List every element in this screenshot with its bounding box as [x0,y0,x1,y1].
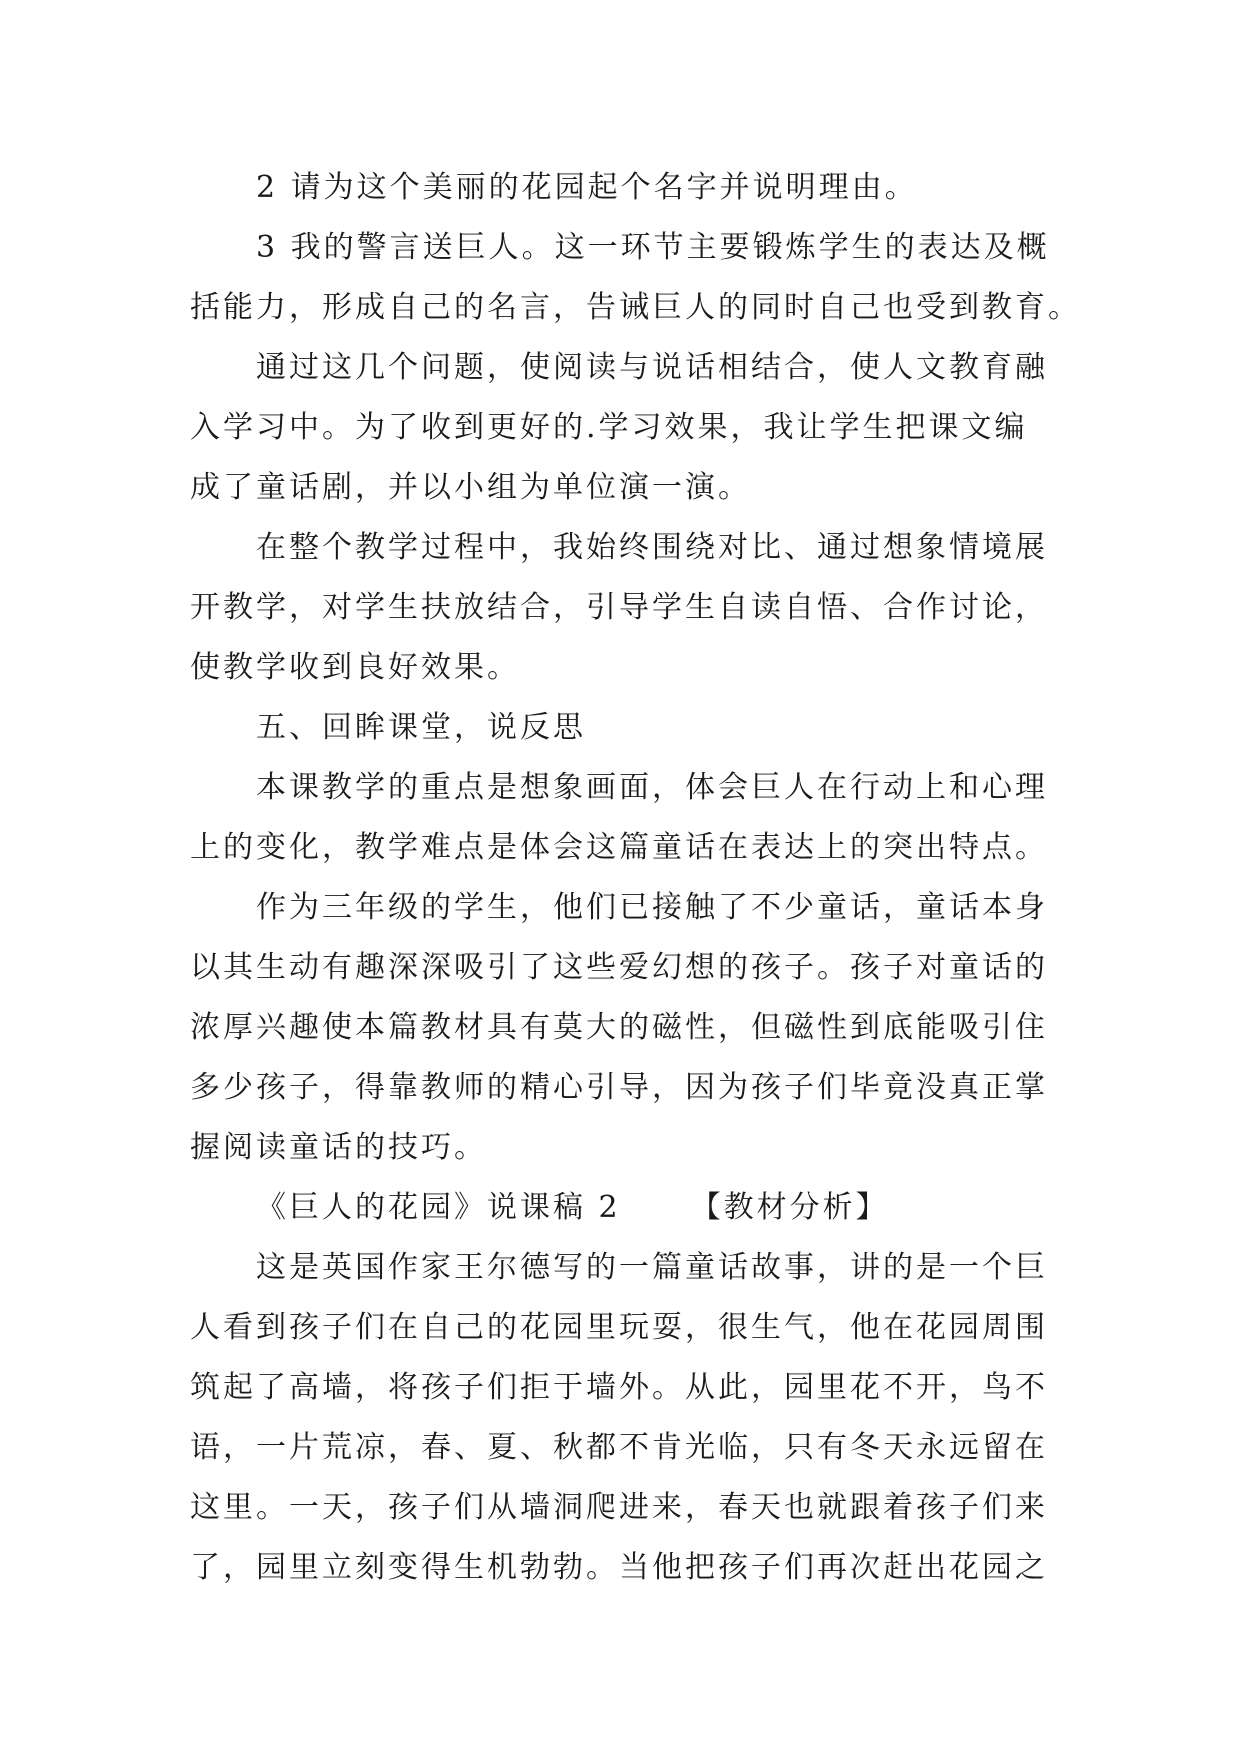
text-line: 这里。一天，孩子们从墙洞爬进来，春天也就跟着孩子们来 [190,1490,1048,1525]
text-line: 2 请为这个美丽的花园起个名字并说明理由。 [256,170,918,205]
section-label: 【教材分析】 [690,1190,889,1225]
text-line: 成了童话剧，并以小组为单位演一演。 [190,470,751,505]
document-title-line [190,1178,1070,1238]
document-body [190,158,1081,1598]
text-line: 这是英国作家王尔德写的一篇童话故事，讲的是一个巨 [256,1250,1048,1285]
text-line: 3 我的警言送巨人。这一环节主要锻炼学生的表达及概 [256,230,1050,265]
document-title: 《巨人的花园》说课稿 2 [256,1190,621,1225]
text-line: 开教学，对学生扶放结合，引导学生自读自悟、合作讨论， [190,590,1048,625]
section-heading: 五、回眸课堂，说反思 [256,710,586,745]
text-line: 人看到孩子们在自己的花园里玩耍，很生气，他在花园周围 [190,1310,1048,1345]
text-line: 括能力，形成自己的名言，告诫巨人的同时自己也受到教育。 [190,290,1081,325]
text-line: 语，一片荒凉，春、夏、秋都不肯光临，只有冬天永远留在 [190,1430,1048,1465]
text-line: 了，园里立刻变得生机勃勃。当他把孩子们再次赶出花园之 [190,1550,1048,1585]
text-line: 本课教学的重点是想象画面，体会巨人在行动上和心理 [256,770,1048,805]
text-line: 上的变化，教学难点是体会这篇童话在表达上的突出特点。 [190,830,1048,865]
text-line: 浓厚兴趣使本篇教材具有莫大的磁性，但磁性到底能吸引住 [190,1010,1048,1045]
text-line: 作为三年级的学生，他们已接触了不少童话，童话本身 [256,890,1048,925]
text-line: 筑起了高墙，将孩子们拒于墙外。从此，园里花不开，鸟不 [190,1370,1048,1405]
text-line: 在整个教学过程中，我始终围绕对比、通过想象情境展 [256,530,1048,565]
text-line: 握阅读童话的技巧。 [190,1130,487,1165]
text-line: 入学习中。为了收到更好的.学习效果，我让学生把课文编 [190,410,1028,445]
text-line: 以其生动有趣深深吸引了这些爱幻想的孩子。孩子对童话的 [190,950,1048,985]
text-line: 多少孩子，得靠教师的精心引导，因为孩子们毕竟没真正掌 [190,1070,1048,1105]
text-line: 使教学收到良好效果。 [190,650,520,685]
text-line: 通过这几个问题，使阅读与说话相结合，使人文教育融 [256,350,1048,385]
